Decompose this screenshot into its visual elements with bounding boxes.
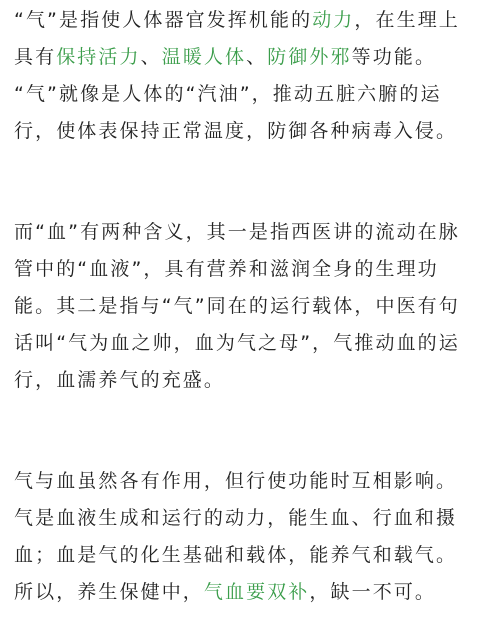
text-run: 行，使体表保持正常温度，防御各种病毒入侵。	[14, 120, 458, 142]
text-run: 、	[246, 46, 268, 68]
text-line	[14, 214, 490, 251]
text-line	[14, 2, 490, 39]
text-line	[14, 288, 490, 325]
highlight-fangyu-waixie: 防御外邪	[267, 46, 352, 68]
text-run: ，缺一不可。	[309, 581, 437, 603]
text-run: 管中的“血液”，具有营养和滋润全身的生理功	[14, 258, 439, 280]
text-line	[14, 113, 490, 150]
highlight-baochi-huoli: 保持活力	[56, 46, 141, 68]
paragraph-xue	[14, 214, 490, 399]
text-run: “气”就像是人体的“汽油”，推动五脏六腑的运	[14, 83, 442, 105]
text-line	[14, 251, 490, 288]
text-run: 行，血濡养气的充盛。	[14, 369, 226, 391]
article-body	[14, 0, 490, 611]
text-run: 气与血虽然各有作用，但行使功能时互相影响。	[14, 470, 458, 492]
text-run: ，在生理上	[354, 9, 460, 31]
text-line	[14, 76, 490, 113]
paragraph-qixue	[14, 463, 490, 611]
text-line	[14, 362, 490, 399]
text-run: 等功能。	[351, 46, 437, 68]
text-run: 气是血液生成和运行的动力，能生血、行血和摄	[14, 507, 458, 529]
paragraph-spacer	[14, 150, 490, 214]
text-run: 、	[140, 46, 162, 68]
text-line	[14, 574, 490, 611]
text-line	[14, 39, 490, 76]
text-run: 话叫“气为血之帅，血为气之母”，气推动血的运	[14, 332, 460, 354]
highlight-dongli: 动力	[312, 9, 355, 31]
text-run: 所以，养生保健中，	[14, 581, 204, 603]
text-run: “气”是指使人体器官发挥机能的	[14, 9, 313, 31]
text-line	[14, 325, 490, 362]
text-run: 而“血”有两种含义，其一是指西医讲的流动在脉	[14, 221, 460, 243]
text-run: 能。其二是指与“气”同在的运行载体，中医有句	[14, 295, 460, 317]
paragraph-qi	[14, 2, 490, 150]
highlight-wennuan-renti: 温暖人体	[161, 46, 247, 68]
text-run: 血；血是气的化生基础和载体，能养气和载气。	[14, 544, 458, 566]
highlight-qixue-shuangbu: 气血要双补	[203, 581, 310, 603]
text-line	[14, 500, 490, 537]
text-line	[14, 463, 490, 500]
text-line	[14, 537, 490, 574]
text-run: 具有	[14, 46, 57, 68]
paragraph-spacer	[14, 399, 490, 463]
